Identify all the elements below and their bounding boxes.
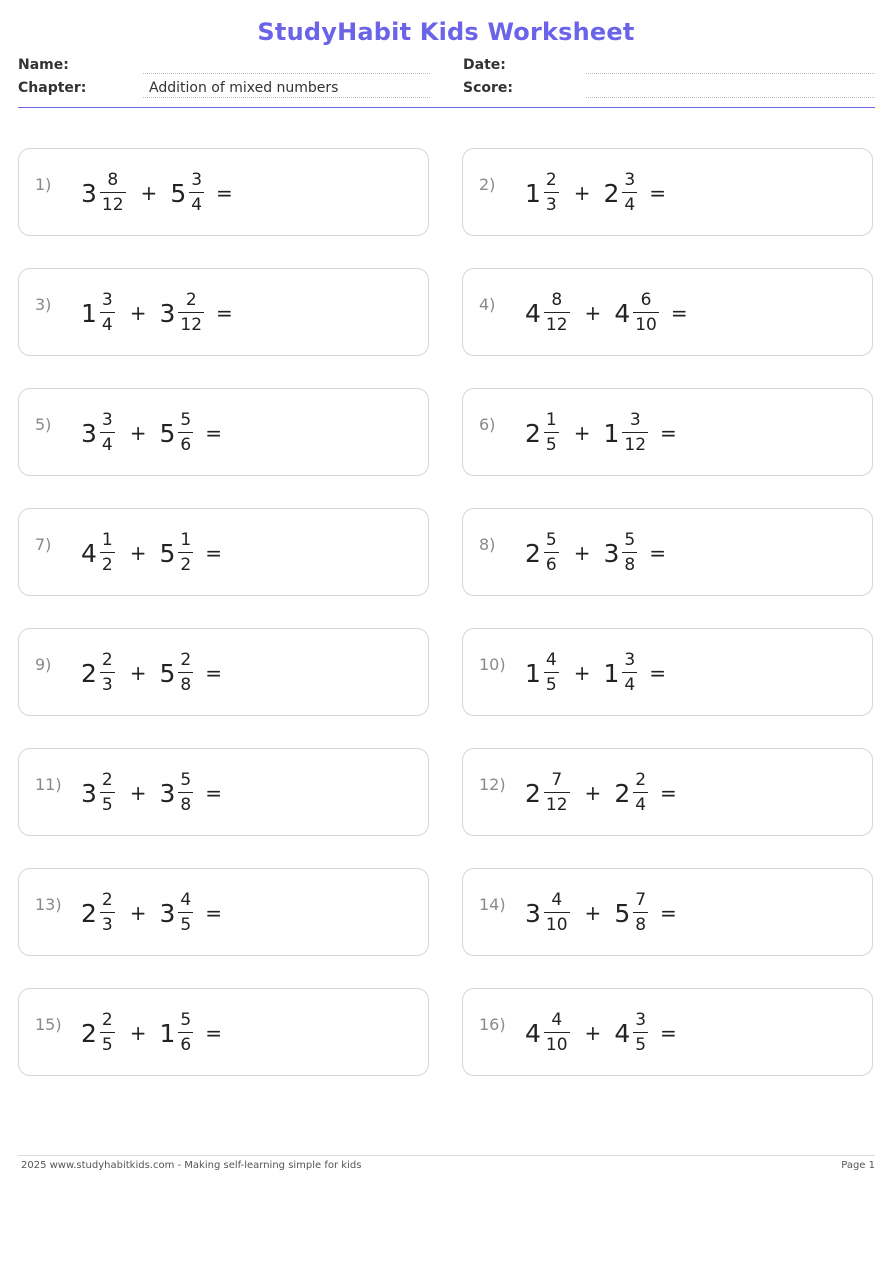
numerator: 3	[101, 410, 113, 430]
fraction	[178, 292, 204, 334]
problem-number: 3)	[35, 295, 52, 314]
plus-operator: +	[140, 181, 158, 205]
numerator: 2	[101, 890, 113, 910]
numerator: 5	[180, 410, 192, 430]
problem-number: 4)	[479, 295, 496, 314]
equals-sign: =	[670, 301, 688, 325]
whole-number: 5	[614, 898, 631, 928]
denominator: 6	[180, 1035, 192, 1055]
problem-number: 8)	[479, 535, 496, 554]
problem-card	[18, 388, 429, 476]
denominator: 3	[545, 195, 557, 215]
denominator: 2	[180, 555, 192, 575]
numerator: 2	[545, 170, 557, 190]
numerator: 7	[635, 890, 647, 910]
problem-expression	[81, 1007, 222, 1059]
name-label: Name:	[18, 57, 69, 73]
numerator: 4	[551, 890, 563, 910]
fraction	[544, 772, 570, 814]
problem-expression	[525, 647, 666, 699]
problem-card	[18, 988, 429, 1076]
problem-number: 13)	[35, 895, 62, 914]
denominator: 4	[624, 195, 636, 215]
whole-number: 1	[159, 1018, 176, 1048]
whole-number: 2	[525, 418, 541, 448]
problem-card	[462, 868, 873, 956]
whole-number: 5	[159, 658, 176, 688]
numerator: 5	[180, 1010, 192, 1030]
denominator: 8	[624, 555, 636, 575]
equals-sign: =	[660, 421, 677, 445]
denominator: 10	[635, 315, 657, 335]
whole-number: 3	[159, 898, 176, 928]
fraction	[100, 532, 115, 574]
fraction	[633, 1012, 648, 1054]
numerator: 3	[635, 1010, 647, 1030]
denominator: 12	[545, 315, 568, 335]
denominator: 8	[635, 915, 647, 935]
header-divider	[18, 107, 875, 108]
fraction	[100, 892, 115, 934]
plus-operator: +	[129, 421, 147, 445]
denominator: 6	[545, 555, 557, 575]
problem-number: 11)	[35, 775, 62, 794]
numerator: 1	[180, 530, 192, 550]
whole-number: 3	[159, 298, 176, 328]
date-line	[586, 73, 875, 74]
whole-number: 1	[81, 298, 97, 328]
problem-expression	[525, 407, 677, 459]
fraction	[622, 412, 648, 454]
denominator: 3	[101, 675, 113, 695]
problem-expression	[525, 167, 666, 219]
problem-number: 1)	[35, 175, 52, 194]
plus-operator: +	[584, 901, 602, 925]
numerator: 8	[551, 290, 563, 310]
equals-sign: =	[660, 901, 677, 925]
problem-expression	[81, 287, 233, 339]
equals-sign: =	[649, 181, 666, 205]
problem-number: 6)	[479, 415, 496, 434]
equals-sign: =	[649, 541, 666, 565]
fraction	[544, 892, 570, 934]
fraction	[544, 652, 559, 694]
fraction	[178, 892, 193, 934]
fraction	[633, 892, 648, 934]
numerator: 3	[191, 170, 203, 190]
fraction	[544, 292, 570, 334]
numerator: 5	[545, 530, 557, 550]
equals-sign: =	[205, 661, 222, 685]
problem-card	[462, 388, 873, 476]
footer-text: 2025 www.studyhabitkids.com - Making self-learning simple for kids	[21, 1160, 362, 1171]
problem-card	[18, 868, 429, 956]
numerator: 3	[629, 410, 641, 430]
denominator: 12	[180, 315, 203, 335]
fraction	[178, 412, 193, 454]
denominator: 5	[545, 435, 557, 455]
problem-card	[18, 508, 429, 596]
whole-number: 5	[159, 538, 176, 568]
problem-number: 14)	[479, 895, 506, 914]
equals-sign: =	[205, 781, 222, 805]
fraction	[100, 1012, 115, 1054]
whole-number: 3	[159, 778, 176, 808]
numerator: 2	[101, 770, 113, 790]
denominator: 4	[635, 795, 647, 815]
footer-divider	[18, 1155, 875, 1156]
denominator: 5	[180, 915, 192, 935]
fraction	[178, 532, 193, 574]
problem-number: 16)	[479, 1015, 506, 1034]
plus-operator: +	[129, 301, 147, 325]
whole-number: 4	[614, 298, 631, 328]
whole-number: 3	[81, 178, 97, 208]
fraction	[100, 292, 115, 334]
problem-expression	[525, 767, 677, 819]
whole-number: 4	[614, 1018, 631, 1048]
whole-number: 3	[525, 898, 541, 928]
denominator: 6	[180, 435, 192, 455]
denominator: 2	[101, 555, 113, 575]
numerator: 3	[624, 650, 636, 670]
fraction	[633, 772, 648, 814]
denominator: 3	[101, 915, 113, 935]
score-label: Score:	[463, 80, 513, 96]
plus-operator: +	[584, 781, 602, 805]
fraction	[100, 652, 115, 694]
problem-card	[18, 748, 429, 836]
fraction	[178, 772, 193, 814]
whole-number: 2	[81, 658, 97, 688]
fraction	[100, 412, 115, 454]
equals-sign: =	[205, 541, 222, 565]
problem-expression	[525, 1007, 677, 1059]
plus-operator: +	[573, 421, 591, 445]
denominator: 4	[191, 195, 203, 215]
denominator: 4	[101, 315, 113, 335]
denominator: 12	[545, 795, 568, 815]
plus-operator: +	[129, 781, 147, 805]
whole-number: 2	[525, 538, 541, 568]
date-label: Date:	[463, 57, 506, 73]
numerator: 2	[635, 770, 647, 790]
fraction	[178, 1012, 193, 1054]
plus-operator: +	[573, 541, 591, 565]
problem-card	[462, 988, 873, 1076]
denominator: 4	[101, 435, 113, 455]
numerator: 1	[101, 530, 113, 550]
denominator: 5	[101, 1035, 113, 1055]
fraction	[100, 172, 126, 214]
plus-operator: +	[129, 901, 147, 925]
numerator: 6	[640, 290, 652, 310]
problem-number: 15)	[35, 1015, 62, 1034]
numerator: 8	[107, 170, 119, 190]
plus-operator: +	[129, 541, 147, 565]
denominator: 5	[635, 1035, 647, 1055]
plus-operator: +	[573, 661, 591, 685]
whole-number: 3	[603, 538, 620, 568]
problem-number: 2)	[479, 175, 496, 194]
problem-number: 5)	[35, 415, 52, 434]
equals-sign: =	[660, 781, 677, 805]
plus-operator: +	[573, 181, 591, 205]
fraction	[544, 1012, 570, 1054]
whole-number: 4	[525, 1018, 541, 1048]
denominator: 5	[545, 675, 557, 695]
whole-number: 4	[81, 538, 97, 568]
denominator: 12	[624, 435, 647, 455]
numerator: 2	[101, 650, 113, 670]
problem-expression	[81, 887, 222, 939]
problem-card	[18, 628, 429, 716]
plus-operator: +	[129, 1021, 147, 1045]
plus-operator: +	[129, 661, 147, 685]
numerator: 3	[101, 290, 113, 310]
problem-expression	[81, 647, 222, 699]
chapter-label: Chapter:	[18, 80, 87, 96]
denominator: 4	[624, 675, 636, 695]
problem-card	[18, 268, 429, 356]
equals-sign: =	[649, 661, 666, 685]
problem-card	[462, 148, 873, 236]
equals-sign: =	[660, 1021, 677, 1045]
name-line	[143, 73, 430, 74]
problem-expression	[81, 407, 222, 459]
problem-number: 12)	[479, 775, 506, 794]
whole-number: 2	[81, 1018, 97, 1048]
numerator: 3	[624, 170, 636, 190]
denominator: 12	[101, 195, 124, 215]
denominator: 8	[180, 675, 192, 695]
whole-number: 5	[170, 178, 187, 208]
equals-sign: =	[216, 181, 233, 205]
score-line	[586, 97, 875, 98]
numerator: 2	[185, 290, 197, 310]
problem-card	[462, 508, 873, 596]
problem-number: 9)	[35, 655, 52, 674]
whole-number: 2	[603, 178, 620, 208]
denominator: 5	[101, 795, 113, 815]
whole-number: 1	[525, 178, 541, 208]
problem-expression	[81, 167, 233, 219]
numerator: 5	[624, 530, 636, 550]
equals-sign: =	[216, 301, 233, 325]
whole-number: 2	[614, 778, 631, 808]
problem-expression	[81, 767, 222, 819]
whole-number: 1	[525, 658, 541, 688]
numerator: 2	[180, 650, 192, 670]
whole-number: 3	[81, 418, 97, 448]
equals-sign: =	[205, 421, 222, 445]
whole-number: 4	[525, 298, 541, 328]
problem-expression	[525, 287, 688, 339]
problem-card	[462, 628, 873, 716]
numerator: 7	[551, 770, 563, 790]
whole-number: 3	[81, 778, 97, 808]
denominator: 10	[545, 915, 568, 935]
fraction	[544, 532, 559, 574]
numerator: 4	[545, 650, 557, 670]
problem-card	[462, 268, 873, 356]
plus-operator: +	[584, 1021, 602, 1045]
problem-card	[18, 148, 429, 236]
problem-card	[462, 748, 873, 836]
denominator: 10	[545, 1035, 568, 1055]
fraction	[633, 292, 659, 334]
page-number: Page 1	[841, 1160, 875, 1171]
whole-number: 1	[603, 418, 620, 448]
fraction	[178, 652, 193, 694]
problem-number: 10)	[479, 655, 506, 674]
chapter-line	[143, 97, 430, 98]
whole-number: 2	[525, 778, 541, 808]
fraction	[189, 172, 204, 214]
fraction	[544, 412, 559, 454]
fraction	[622, 532, 637, 574]
problem-expression	[81, 527, 222, 579]
worksheet-title: StudyHabit Kids Worksheet	[257, 18, 635, 46]
numerator: 4	[180, 890, 192, 910]
numerator: 1	[545, 410, 557, 430]
fraction	[100, 772, 115, 814]
problem-number: 7)	[35, 535, 52, 554]
fraction	[544, 172, 559, 214]
problem-expression	[525, 887, 677, 939]
whole-number: 5	[159, 418, 176, 448]
numerator: 4	[551, 1010, 563, 1030]
fraction	[622, 652, 637, 694]
chapter-value: Addition of mixed numbers	[149, 80, 339, 96]
problem-expression	[525, 527, 666, 579]
whole-number: 2	[81, 898, 97, 928]
equals-sign: =	[205, 1021, 222, 1045]
equals-sign: =	[205, 901, 222, 925]
whole-number: 1	[603, 658, 620, 688]
numerator: 2	[101, 1010, 113, 1030]
fraction	[622, 172, 637, 214]
denominator: 8	[180, 795, 192, 815]
plus-operator: +	[584, 301, 602, 325]
numerator: 5	[180, 770, 192, 790]
